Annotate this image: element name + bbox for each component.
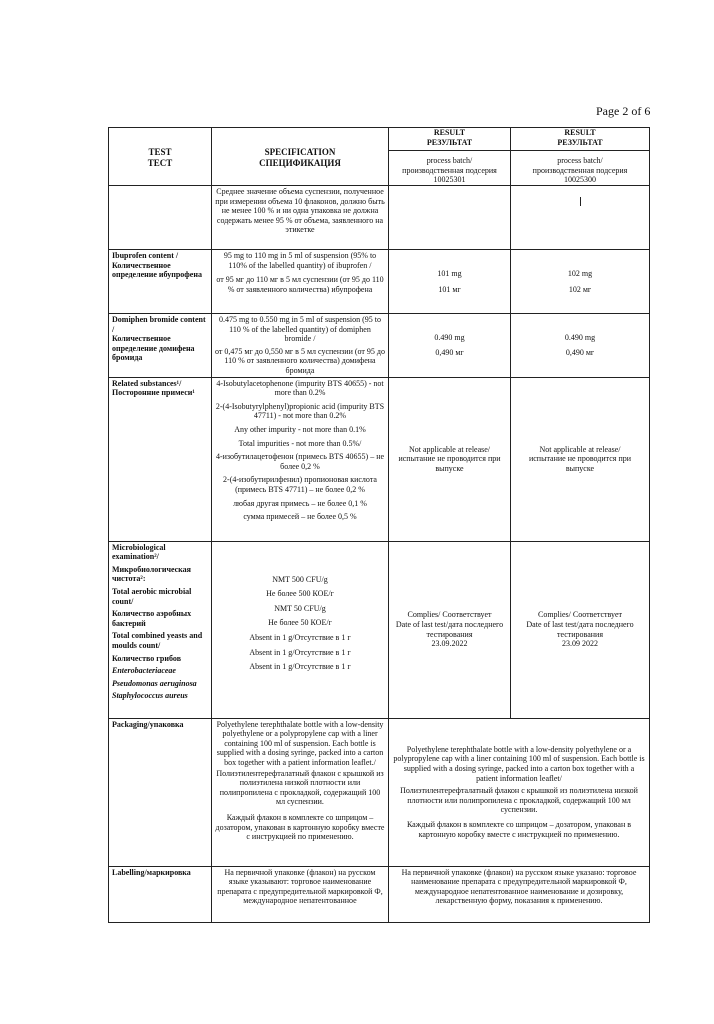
- result-cell: 0.490 mg 0,490 мг: [511, 314, 650, 378]
- result-cell: Polyethylene terephthalate bottle with a low-density polyethylene or a polypropylene cap with a liner containing 100 ml of suspension. Each bottle is supplied with a dosing syringe, packed into a carton box together with a patient information leaflet/ Полиэтилентерефталатный флакон с крышкой из полиэтилена низкой плотности или полипропилена с прокладкой, содержащий 100 мл суспензии. Каждый флакон в комплекте со шприцом – дозатором, упакован в картонную коробку вместе с инструкцией по применению.: [389, 718, 650, 866]
- spec-cell: На первичной упаковке (флакон) на русском языке указывают: торговое наименование препарата с предупредительной маркировкой Ф, международное непатентованное: [212, 866, 389, 922]
- test-cell: Ibuprofen content / Количественное определение ибупрофена: [109, 250, 212, 314]
- result-cell: 102 mg 102 мг: [511, 250, 650, 314]
- pen-mark: [580, 197, 581, 206]
- table-row: [109, 250, 650, 314]
- table-row: [109, 866, 650, 922]
- table-row: [109, 541, 650, 718]
- test-cell: Domiphen bromide content / Количественное определение домифена бромида: [109, 314, 212, 378]
- spec-cell: Polyethylene terephthalate bottle with a low-density polyethylene or a polypropylene cap with a liner containing 100 ml of suspension. Each bottle is supplied with a dosing syringe, packed into a carton box together with a patient information leaflet./ Полиэтилентерефталатный флакон с крышкой из полиэтилена низкой плотности или полипропилена с прокладкой, содержащий 100 мл суспензии. Каждый флакон в комплекте со шприцом – дозатором, упакован в картонную коробку вместе с инструкцией по применению.: [212, 718, 389, 866]
- table-header-row: [109, 128, 650, 186]
- spec-cell: 95 mg to 110 mg in 5 ml of suspension (95% to 110% of the labelled quantity) of ibuprofen / от 95 мг до 110 мг в 5 мл суспензии (от 95 до 110 % от заявленного количества) ибупрофена: [212, 250, 389, 314]
- result-cell: Not applicable at release/ испытание не проводится при выпуске: [389, 377, 511, 541]
- spec-cell: NMT 500 CFU/g Не более 500 КОЕ/г NMT 50 CFU/g Не более 50 КОЕ/г Absent in 1 g/Отсутствие в 1 г Absent in 1 g/Отсутствие в 1 г Absent in 1 g/Отсутствие в 1 г: [212, 541, 389, 718]
- result-column-header-1: RESULT РЕЗУЛЬТАТ process batch/ производственная подсерия 10025301: [389, 128, 511, 186]
- test-cell: Labelling/маркировка: [109, 866, 212, 922]
- table-row: [109, 186, 650, 250]
- table-row: [109, 718, 650, 866]
- test-column-header: TEST ТЕСТ: [109, 128, 212, 186]
- page-number: Page 2 of 6: [596, 104, 651, 118]
- result-cell: 0.490 mg 0,490 мг: [389, 314, 511, 378]
- spec-cell: 0.475 mg to 0.550 mg in 5 ml of suspension (95 to 110 % of the labelled quantity) of domiphen bromide / от 0,475 мг до 0,550 мг в 5 мл суспензии (от 95 до 110 % от заявленного количества) домифена бромида: [212, 314, 389, 378]
- result-cell: Complies/ Соответствует Date of last test/дата последнего тестирования 23.09.2022: [389, 541, 511, 718]
- test-cell: Packaging/упаковка: [109, 718, 212, 866]
- table-row: [109, 314, 650, 378]
- result-cell: [389, 186, 511, 250]
- result-cell: На первичной упаковке (флакон) на русском языке указано: торговое наименование препарата с предупредительной маркировкой Ф, международное непатентованное наименование и дозировку, лекарственную форму, показания к применению.: [389, 866, 650, 922]
- result-cell: Not applicable at release/ испытание не проводится при выпуске: [511, 377, 650, 541]
- spec-cell: Среднее значение объема суспензии, полученное при измерении объема 10 флаконов, должно быть не менее 100 % и ни одна упаковка не должна содержать менее 95 % от объема, заявленного на этикетке: [212, 186, 389, 250]
- test-cell: Related substances¹/ Посторонние примеси¹: [109, 377, 212, 541]
- spec-cell: 4-Isobutylacetophenone (impurity BTS 40655) - not more than 0.2% 2-(4-Isobutyrylphenyl)propionic acid (impurity BTS 47711) - not more than 0.2% Any other impurity - not more than 0.1% Total impurities - not more than 0.5%/ 4-изобутилацетофенон (примесь BTS 40655) – не более 0,2 % 2-(4-изобутирилфенил) пропионовая кислота (примесь BTS 47711) – не более 0,2 % любая другая примесь – не более 0,1 % сумма примесей – не более 0,5 %: [212, 377, 389, 541]
- result-cell: [511, 186, 650, 250]
- result-cell: Complies/ Соответствует Date of last test/дата последнего тестирования 23.09 2022: [511, 541, 650, 718]
- specification-table: [108, 127, 650, 923]
- result-cell: 101 mg 101 мг: [389, 250, 511, 314]
- table-row: [109, 377, 650, 541]
- result-column-header-2: RESULT РЕЗУЛЬТАТ process batch/ производственная подсерия 10025300: [511, 128, 650, 186]
- test-cell: [109, 186, 212, 250]
- test-cell: Microbiological examination²/ Микробиологическая чистота²: Total aerobic microbial count/ Количество аэробных бактерий Total combined yeasts and moulds count/ Количество грибов Enterobacteriaceae Pseudomonas aeruginosa Staphylococcus aureus: [109, 541, 212, 718]
- spec-column-header: SPECIFICATION СПЕЦИФИКАЦИЯ: [212, 128, 389, 186]
